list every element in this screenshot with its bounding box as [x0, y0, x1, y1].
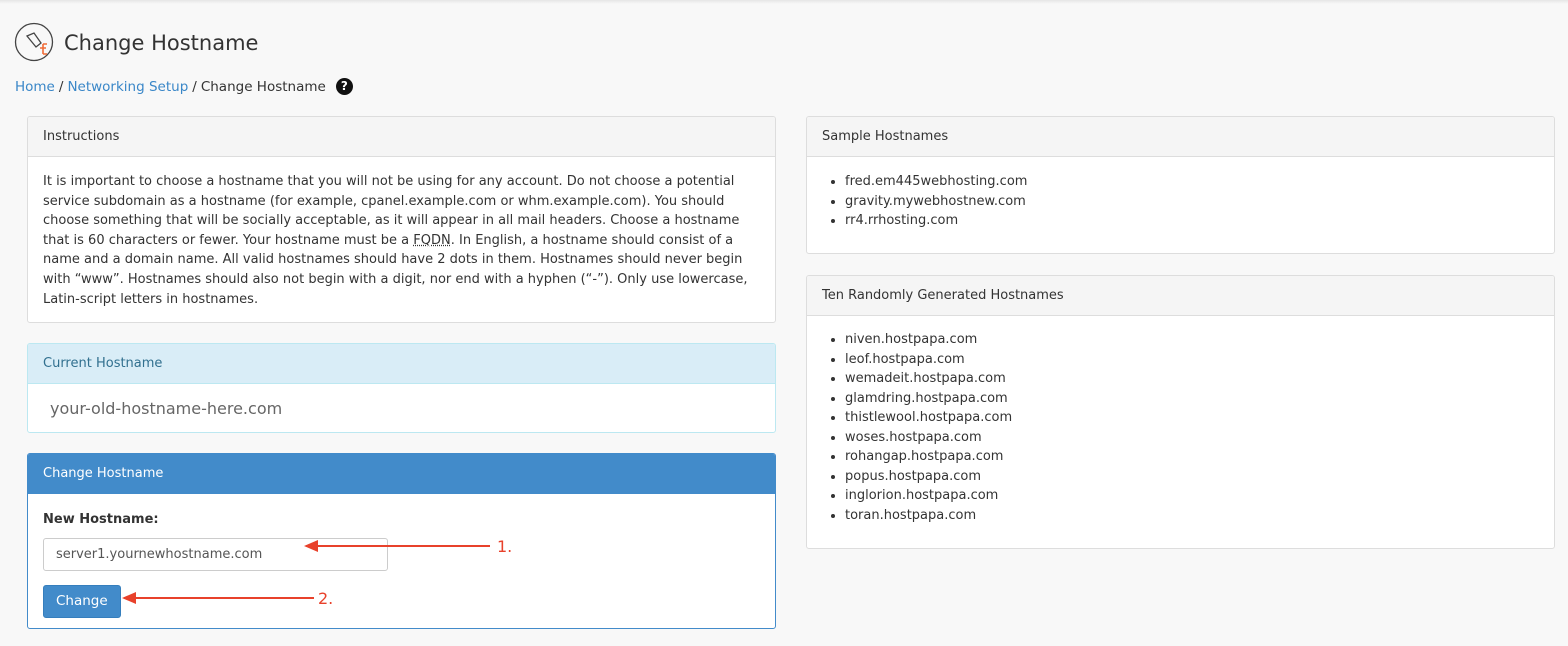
instructions-text — [28, 157, 775, 323]
hostname-item: • fred.em445webhosting.com — [845, 172, 1539, 192]
annotation-2: 2. — [318, 589, 334, 608]
change-hostname-panel — [27, 453, 776, 629]
separator: / — [58, 78, 64, 95]
hostname-item: • wemadeit.hostpapa.com — [845, 369, 1539, 389]
panel-heading: Ten Randomly Generated Hostnames — [807, 276, 1554, 316]
random-hostnames-list — [822, 330, 1539, 525]
instructions-panel — [27, 116, 776, 323]
panel-heading: Current Hostname — [28, 344, 775, 384]
annotation-arrow-1 — [306, 545, 490, 547]
help-icon[interactable]: ? — [336, 78, 353, 95]
fqdn-abbr[interactable]: FQDN — [413, 232, 451, 248]
hostname-item: • niven.hostpapa.com — [845, 330, 1539, 350]
breadcrumb-home[interactable]: Home — [15, 78, 55, 95]
new-hostname-label: New Hostname: — [43, 512, 159, 527]
random-hostnames-panel — [806, 275, 1555, 549]
top-shadow — [0, 0, 1568, 4]
panel-heading: Instructions — [28, 117, 775, 157]
change-button[interactable]: Change — [43, 585, 121, 618]
separator: / — [192, 78, 197, 95]
hostname-item: • toran.hostpapa.com — [845, 506, 1539, 526]
hostname-item: • thistlewool.hostpapa.com — [845, 408, 1539, 428]
new-hostname-input[interactable] — [43, 538, 388, 571]
hostname-item: • rr4.rrhosting.com — [845, 211, 1539, 231]
panel-heading: Change Hostname — [28, 454, 775, 494]
text: It is important to choose a hostname that you will not be using for any account. Do not choose a potential service subdomain as a hostname (for example, cpanel.example.com or whm.example.com). You should choose something that will be socially acceptable, as it will appear in all mail headers. Choose a hostname that is 60 characters or fewer. Your hostname must be a — [43, 174, 740, 248]
sample-hostnames-panel — [806, 116, 1555, 254]
hostname-item: • inglorion.hostpapa.com — [845, 486, 1539, 506]
breadcrumb — [15, 78, 353, 95]
hostname-item: • glamdring.hostpapa.com — [845, 389, 1539, 409]
current-hostname-panel — [27, 343, 776, 433]
hostname-item: • rohangap.hostpapa.com — [845, 447, 1539, 467]
hostname-item: • gravity.mywebhostnew.com — [845, 192, 1539, 212]
annotation-1: 1. — [497, 537, 513, 556]
current-hostname-value: your-old-hostname-here.com — [50, 399, 283, 418]
annotation-arrow-2 — [124, 597, 314, 599]
panel-heading: Sample Hostnames — [807, 117, 1554, 157]
breadcrumb-current: Change Hostname — [200, 78, 326, 95]
text: . In English, a hostname should consist of a name and a domain name. All valid hostnames should have 2 dots in them. Hostnames should never begin with “www”. Hostnames should also not begin with a digit, nor end with a hyphen (“-”). Only use lowercase, Latin-script letters in hostnames. — [43, 232, 748, 307]
hostname-item: • popus.hostpapa.com — [845, 467, 1539, 487]
page-title: Change Hostname — [64, 31, 259, 55]
hostname-item: • woses.hostpapa.com — [845, 428, 1539, 448]
breadcrumb-networking-setup[interactable]: Networking Setup — [67, 78, 189, 95]
hostname-item: • leof.hostpapa.com — [845, 350, 1539, 370]
hostname-icon — [14, 22, 56, 64]
page-header — [14, 22, 258, 64]
sample-hostnames-list — [822, 172, 1539, 231]
